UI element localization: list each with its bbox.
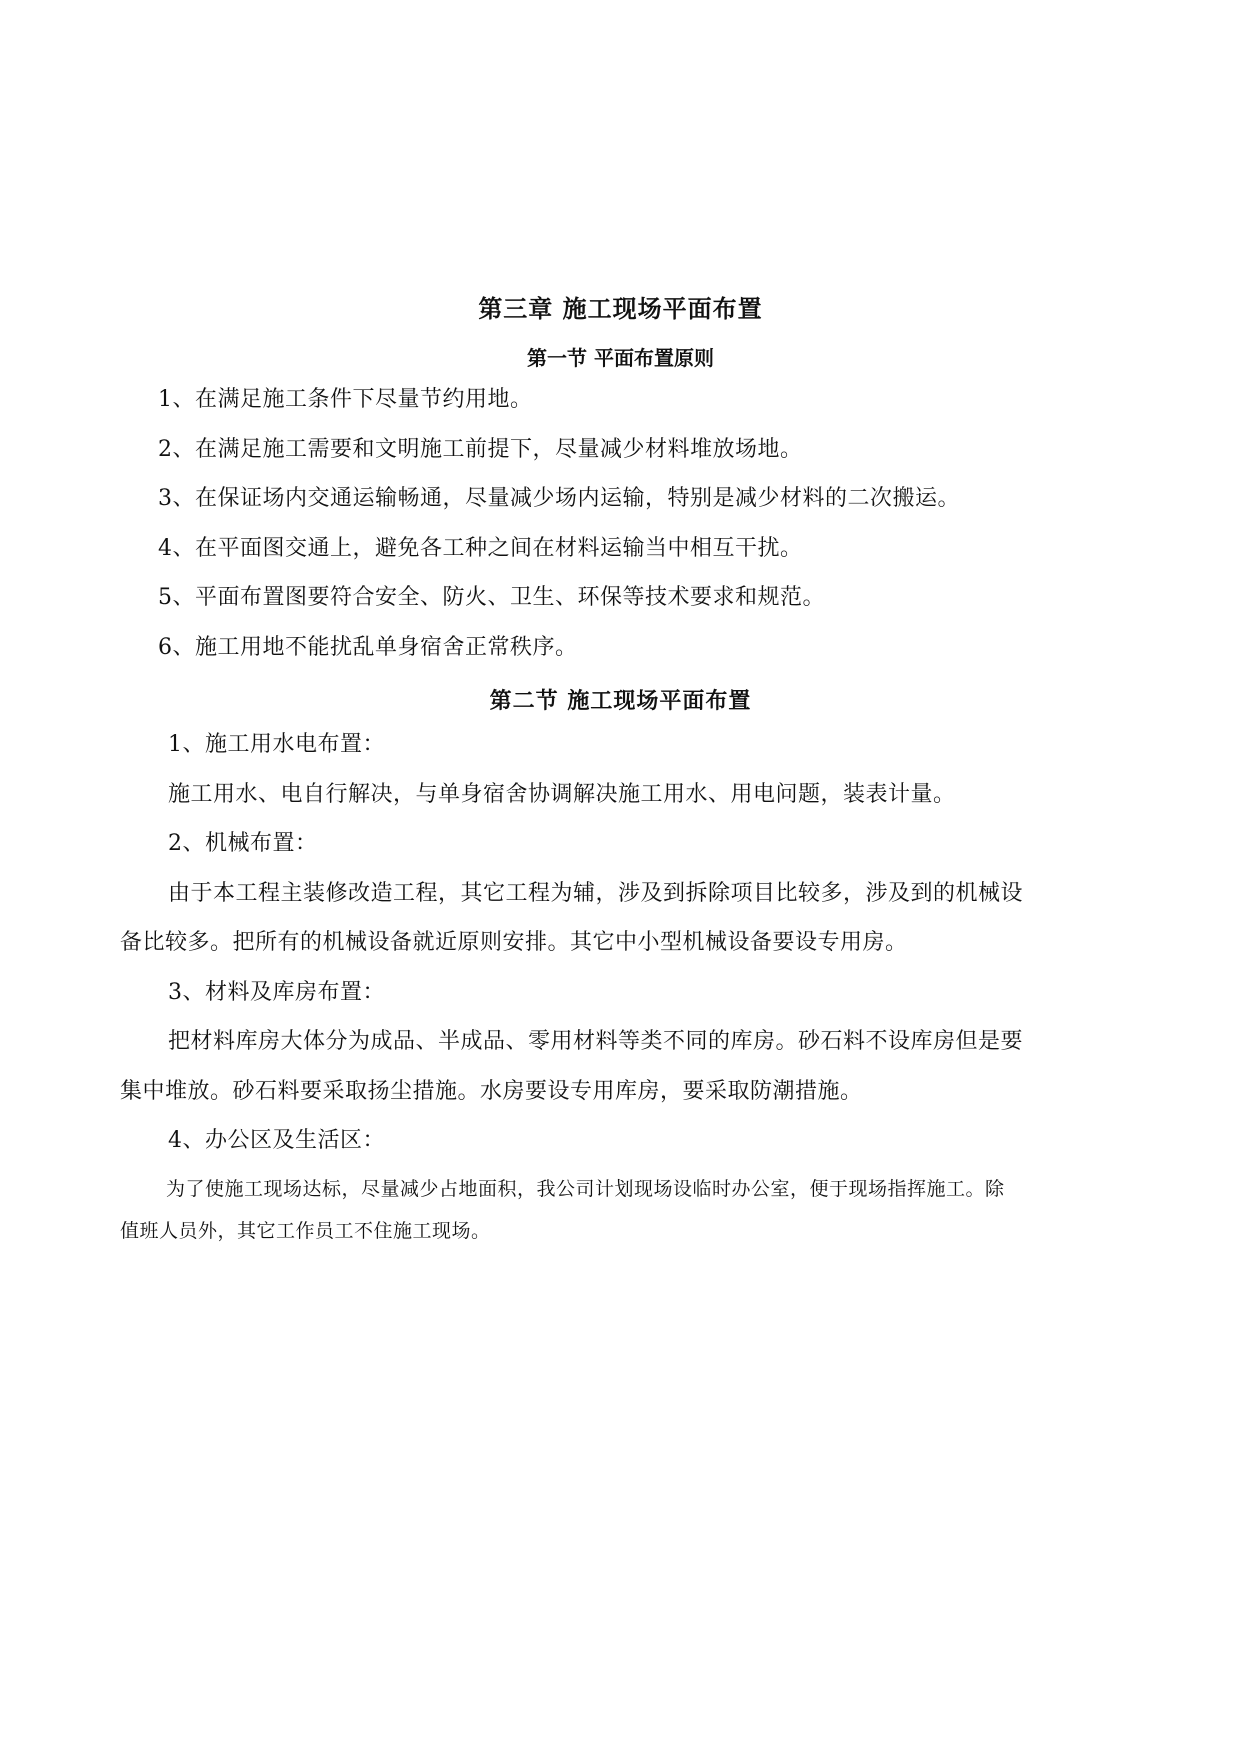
- office-living-text-line-1: 为了使施工现场达标，尽量减少占地面积，我公司计划现场设临时办公室，便于现场指挥施工。除: [166, 1178, 1005, 1200]
- principle-item-5: 5、平面布置图要符合安全、防火、卫生、环保等技术要求和规范。: [158, 585, 825, 610]
- machinery-heading: 2、机械布置：: [168, 831, 318, 856]
- storage-heading: 3、材料及库房布置：: [168, 980, 385, 1005]
- principle-item-1: 1、在满足施工条件下尽量节约用地。: [158, 387, 533, 412]
- principle-item-3: 3、在保证场内交通运输畅通，尽量减少场内运输，特别是减少材料的二次搬运。: [158, 486, 960, 511]
- chapter-title: 第三章 施工现场平面布置: [478, 294, 763, 323]
- principle-item-6: 6、施工用地不能扰乱单身宿舍正常秩序。: [158, 635, 578, 660]
- machinery-text-line-2: 备比较多。把所有的机械设备就近原则安排。其它中小型机械设备要设专用房。: [120, 930, 908, 955]
- storage-text-line-2: 集中堆放。砂石料要采取扬尘措施。水房要设专用库房，要采取防潮措施。: [120, 1079, 863, 1104]
- section-title-principles: 第一节 平面布置原则: [527, 346, 714, 370]
- machinery-text-line-1: 由于本工程主装修改造工程，其它工程为辅，涉及到拆除项目比较多，涉及到的机械设: [168, 881, 1024, 906]
- water-electricity-heading: 1、施工用水电布置：: [168, 732, 385, 757]
- storage-text-line-1: 把材料库房大体分为成品、半成品、零用材料等类不同的库房。砂石料不设库房但是要: [168, 1029, 1024, 1054]
- water-electricity-text: 施工用水、电自行解决，与单身宿舍协调解决施工用水、用电问题，装表计量。: [168, 782, 956, 807]
- principle-item-2: 2、在满足施工需要和文明施工前提下，尽量减少材料堆放场地。: [158, 437, 803, 462]
- section-title-layout: 第二节 施工现场平面布置: [489, 688, 752, 714]
- office-living-text-line-2: 值班人员外，其它工作员工不住施工现场。: [120, 1220, 491, 1242]
- office-living-heading: 4、办公区及生活区：: [168, 1128, 385, 1153]
- principle-item-4: 4、在平面图交通上，避免各工种之间在材料运输当中相互干扰。: [158, 536, 803, 561]
